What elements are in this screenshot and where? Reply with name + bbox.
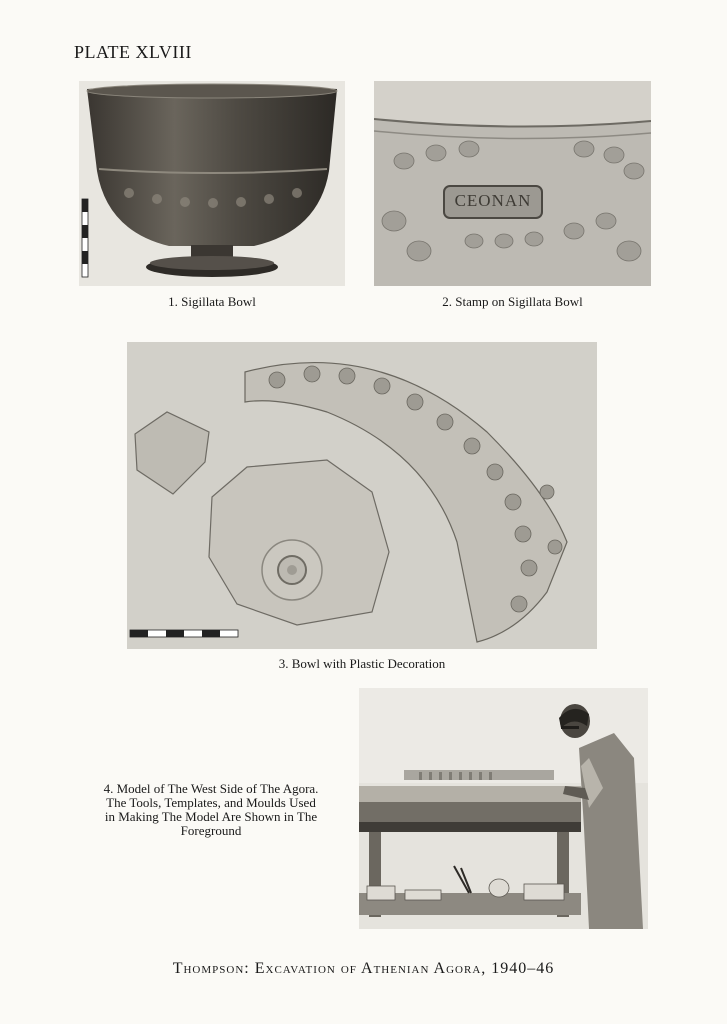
figure-4-caption-line: in Making The Model Are Shown in The [104, 809, 318, 824]
figure-4-caption-line: 4. Model of The West Side of The Agora. [103, 781, 319, 796]
page-footer: Thompson: Excavation of Athenian Agora, 1940–46 [172, 960, 555, 977]
plate-label: PLATE XLVIII [74, 42, 192, 62]
figure-2-caption: 2. Stamp on Sigillata Bowl [442, 294, 583, 309]
figure-2-photo [374, 81, 651, 286]
figure-4-photo [359, 688, 648, 929]
figure-1-caption: 1. Sigillata Bowl [168, 294, 256, 309]
stamp-text: CEONAN [454, 191, 532, 210]
figure-4-caption-line: Foreground [180, 823, 242, 838]
figure-4-caption-line: The Tools, Templates, and Moulds Used [106, 795, 316, 810]
figure-4-caption [80, 782, 342, 838]
figure-3-photo [127, 342, 597, 649]
figure-1-photo [79, 81, 345, 286]
figure-3-caption: 3. Bowl with Plastic Decoration [278, 656, 446, 671]
